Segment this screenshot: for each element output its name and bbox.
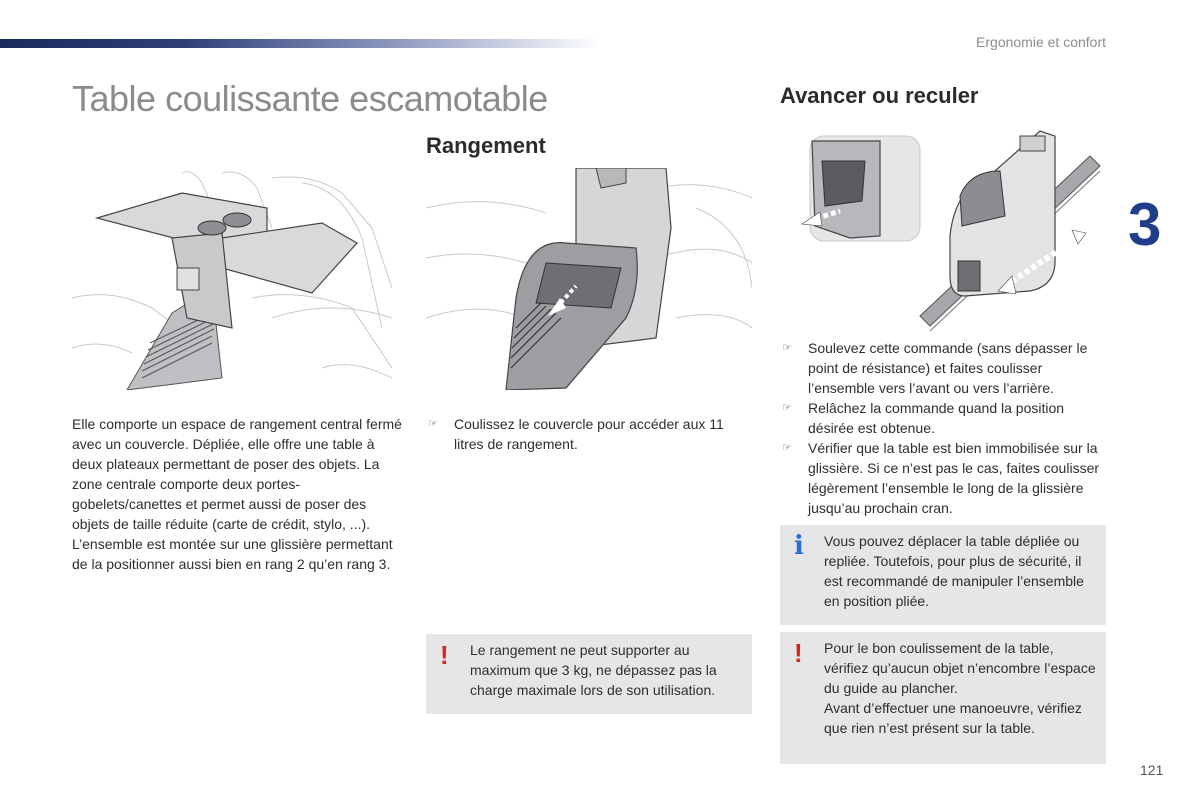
list-item	[780, 338, 1106, 398]
list-item	[780, 438, 1106, 518]
avancer-warning-box	[780, 632, 1106, 764]
chapter-number: 3	[1128, 191, 1160, 258]
pointing-hand-icon: ☞	[782, 402, 792, 414]
bullet-text: Coulissez le couvercle pour accéder aux 11 litres de rangement.	[454, 416, 724, 452]
bullet-text: Vérifier que la table est bien immobilisée sur la glissière. Si ce n’est pas le cas, faites coulisser légèrement l’ensemble le long de la glissière jusqu’au prochain cran.	[808, 440, 1100, 516]
bullet-text: Relâchez la commande quand la position désirée est obtenue.	[808, 400, 1065, 436]
warning-text: Pour le bon coulissement de la table, vérifiez qu’aucun objet n’encombre l’espace du guide au plancher. Avant d’effectuer une manoeuvre, vérifiez que rien n’est présent sur la table.	[824, 640, 1096, 736]
list-item	[780, 398, 1106, 438]
info-icon: i	[794, 531, 804, 561]
avancer-info-box	[780, 525, 1106, 625]
intro-paragraph: Elle comporte un espace de rangement central fermé avec un couvercle. Dépliée, elle offre une table à deux plateaux permettant de poser des objets. La zone centrale comporte deux portes-gobelets/canettes et permet aussi de poser des objets de taille réduite (carte de crédit, stylo, ...). L’ensemble est montée sur une glissière permettant de la positionner aussi bien en rang 2 qu’en rang 3.	[72, 416, 402, 572]
avancer-bullet-list	[780, 338, 1106, 518]
info-text: Vous pouvez déplacer la table dépliée ou repliée. Toutefois, pour plus de sécurité, il est recommandé de manipuler l’ensemble en position pliée.	[824, 533, 1084, 609]
section-label: Ergonomie et confort	[976, 34, 1106, 50]
exclamation-icon: !	[794, 638, 803, 668]
list-item	[426, 414, 746, 454]
pointing-hand-icon: ☞	[782, 342, 792, 354]
warning-text: Le rangement ne peut supporter au maximum que 3 kg, ne dépassez pas la charge maximale lors de son utilisation.	[470, 642, 717, 698]
page-number: 121	[1140, 762, 1164, 778]
exclamation-icon: !	[440, 640, 449, 670]
bullet-text: Soulevez cette commande (sans dépasser le point de résistance) et faites coulisser l’ensemble vers l’avant ou vers l’arrière.	[808, 340, 1088, 396]
rangement-bullet-list	[426, 414, 746, 454]
page-title: Table coulissante escamotable	[72, 78, 548, 119]
header-gradient-bar	[0, 39, 600, 48]
slide-control-illustration	[780, 126, 1106, 336]
rangement-heading: Rangement	[426, 133, 546, 158]
rangement-warning-box	[426, 634, 752, 714]
storage-compartment-illustration	[426, 168, 752, 390]
pointing-hand-icon: ☞	[428, 418, 438, 430]
folding-table-illustration	[72, 168, 392, 390]
avancer-heading: Avancer ou reculer	[780, 83, 979, 108]
pointing-hand-icon: ☞	[782, 442, 792, 454]
